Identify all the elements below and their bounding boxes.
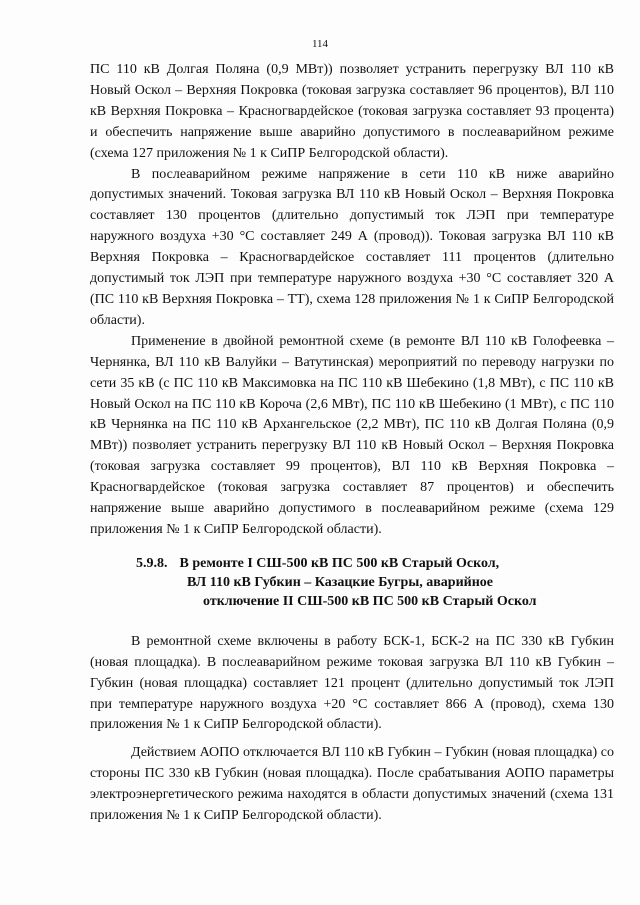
section-heading-text-1: В ремонте I СШ-500 кВ ПС 500 кВ Старый Оскол, — [179, 555, 500, 571]
section-number: 5.9.8. — [136, 555, 168, 571]
paragraph-5: Действием АОПО отключается ВЛ 110 кВ Губкин – Губкин (новая площадка) со стороны ПС 330 кВ Губкин (новая площадка). После срабатывания АОПО параметры электроэнергетического режима находятся в области допустимых значений (схема 131 приложения № 1 к СиПР Белгородской области). — [90, 745, 614, 824]
paragraph-3: Применение в двойной ремонтной схеме (в ремонте ВЛ 110 кВ Голофеевка – Чернянка, ВЛ 110 кВ Валуйки – Ватутинская) мероприятий по переводу нагрузки по сети 35 кВ (с ПС 110 кВ Максимовка на ПС 110 кВ Шебекино (1,8 МВт), с ПС 110 кВ Новый Оскол на ПС 110 кВ Короча (2,6 МВт), ПС 110 кВ Шебекино (1 МВт), с ПС 110 кВ Чернянка на ПС 110 кВ Архангельское (2,2 МВт), ПС 110 кВ Долгая Поляна (0,9 МВт)) позволяет устранить перегрузку ВЛ 110 кВ Новый Оскол – Верхняя Покровка (токовая загрузка составляет 99 процентов), ВЛ 110 кВ Верхняя Покровка – Красногвардейское (токовая загрузка составляет 87 процентов) и обеспечить напряжение выше аварийно допустимого в послеаварийном режиме (схема 129 приложения № 1 к СиПР Белгородской области). — [90, 333, 614, 537]
section-heading-line-1 — [90, 554, 614, 573]
paragraph-1: ПС 110 кВ Долгая Поляна (0,9 МВт)) позволяет устранить перегрузку ВЛ 110 кВ Новый Оскол – Верхняя Покровка (токовая загрузка составляет 96 процентов), ВЛ 110 кВ Верхняя Покровка – Красногвардейское (токовая загрузка составляет 93 процента) и обеспечить напряжение выше аварийно допустимого в послеаварийном режиме (схема 127 приложения № 1 к СиПР Белгородской области). — [90, 62, 614, 161]
paragraph-4: В ремонтной схеме включены в работу БСК-1, БСК-2 на ПС 330 кВ Губкин (новая площадка). В послеаварийном режиме токовая загрузка ВЛ 110 кВ Губкин – Губкин (новая площадка) составляет 121 процент (длительно допустимый ток ЛЭП при температуре наружного воздуха +20 °С составляет 866 А (провод), схема 130 приложения № 1 к СиПР Белгородской области). — [90, 633, 614, 733]
section-heading-line-3: отключение II СШ-500 кВ ПС 500 кВ Старый Оскол — [203, 593, 537, 609]
paragraph-spacer — [90, 736, 614, 743]
section-heading — [90, 554, 614, 611]
page-number: 114 — [311, 38, 329, 50]
section-heading-line-2: ВЛ 110 кВ Губкин – Казацкие Бугры, аварийное — [187, 574, 494, 590]
paragraph-2: В послеаварийном режиме напряжение в сети 110 кВ ниже аварийно допустимых значений. Токовая загрузка ВЛ 110 кВ Новый Оскол – Верхняя Покровка составляет 130 процентов (длительно допустимый ток ЛЭП при температуре наружного воздуха +30 °С составляет 249 А (провод)). Токовая загрузка ВЛ 110 кВ Верхняя Покровка – Красногвардейское составляет 111 процентов (длительно допустимый ток ЛЭП при температуре наружного воздуха +30 °С составляет 320 А (ПС 110 кВ Верхняя Покровка – ТТ), схема 128 приложения № 1 к СиПР Белгородской области). — [90, 166, 614, 328]
document-body — [90, 60, 614, 827]
